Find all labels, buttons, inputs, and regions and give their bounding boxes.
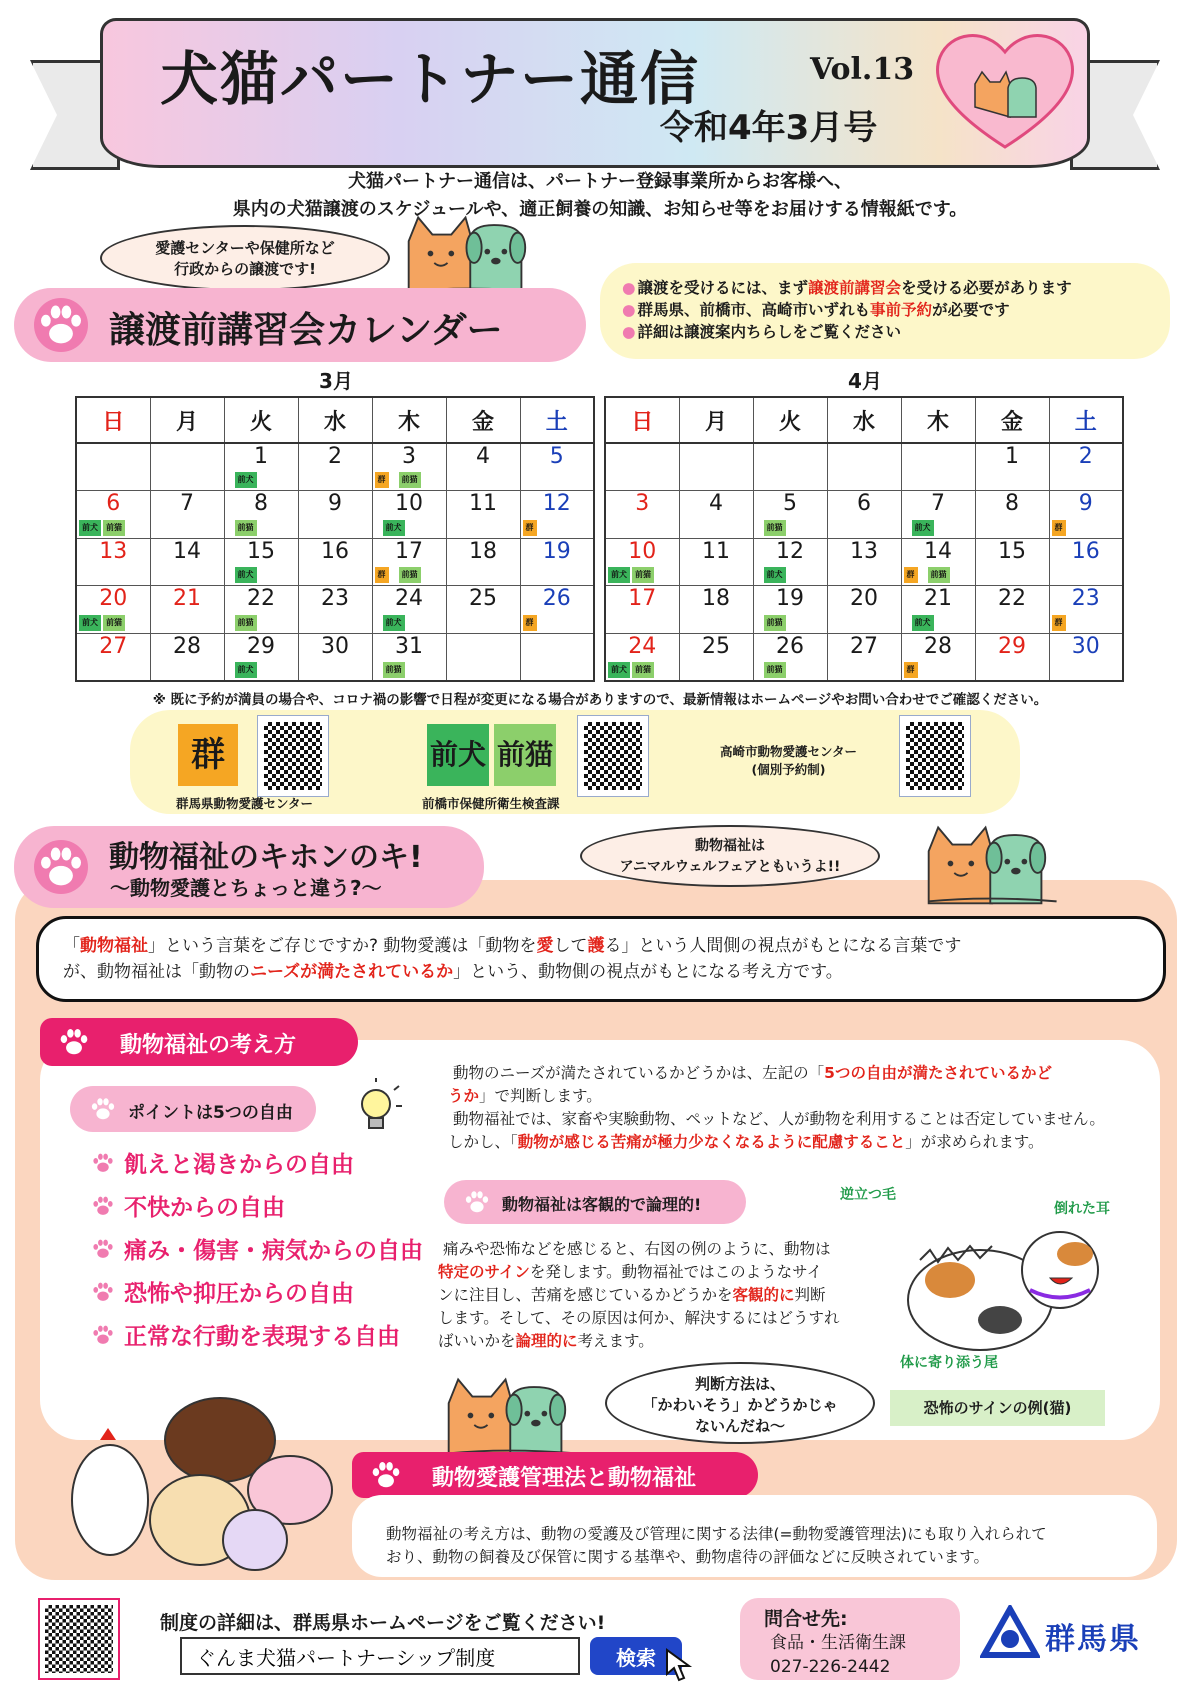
day-number: 21	[173, 586, 201, 611]
weekday-header: 水	[827, 397, 901, 443]
day-number: 29	[998, 633, 1026, 659]
calendar-day	[224, 538, 298, 586]
calendar-day	[298, 491, 372, 539]
calendar-day	[1049, 491, 1123, 539]
bubble-line: 「かわいそう」かどうかじゃ	[642, 1396, 838, 1414]
calendar-day	[901, 491, 975, 539]
calendar-day	[679, 538, 753, 586]
farm-animals-icon	[70, 1380, 340, 1580]
day-number: 20	[850, 586, 878, 611]
day-number: 29	[247, 633, 275, 659]
maebashi-cat-tag: 前猫	[764, 615, 786, 631]
calendar-day	[76, 491, 150, 539]
paw-icon	[56, 1024, 92, 1060]
day-number: 7	[931, 491, 945, 516]
calendar-day	[827, 586, 901, 634]
calendar-day	[975, 443, 1049, 491]
calendar-day	[150, 586, 224, 634]
gunma-session-tag: 群	[375, 567, 389, 583]
five-freedoms-label: ポイントは5つの自由	[128, 1103, 293, 1123]
day-number: 4	[476, 444, 490, 469]
calendar-day	[679, 633, 753, 681]
calendar-day	[298, 538, 372, 586]
maebashi-dog-tag: 前犬	[383, 520, 405, 536]
speech-bubble-welfare	[580, 825, 880, 887]
bubble-line: 行政からの譲渡です!	[174, 260, 316, 278]
day-number: 28	[173, 633, 201, 659]
day-number: 9	[1078, 491, 1093, 516]
weekday-header: 水	[298, 397, 372, 443]
calendar-day	[1049, 538, 1123, 586]
maebashi-cat-tag: 前猫	[383, 662, 405, 678]
calendar-day	[76, 443, 150, 491]
maebashi-dog-tag: 前犬	[608, 567, 630, 583]
bubble-line: ないんだね〜	[694, 1417, 785, 1435]
day-number: 7	[180, 491, 194, 516]
paw-icon	[90, 1322, 116, 1348]
weekday-header: 日	[605, 397, 679, 443]
day-number: 20	[99, 586, 128, 611]
contact-box	[740, 1598, 960, 1680]
gunma-session-tag: 群	[523, 615, 537, 631]
calendar-day	[753, 443, 827, 491]
calendar-day	[446, 633, 520, 681]
maebashi-cat-tag: 前猫	[928, 567, 950, 583]
calendar-day	[76, 586, 150, 634]
calendar-day	[520, 633, 594, 681]
maebashi-cat-tag: 前猫	[632, 567, 654, 583]
gunma-emblem-icon	[980, 1605, 1040, 1665]
calendar-day	[901, 633, 975, 681]
day-number: 16	[1071, 538, 1100, 564]
prefecture-name: 群馬県	[1045, 1622, 1141, 1657]
law-header-label: 動物愛護管理法と動物福祉	[432, 1466, 697, 1491]
day-number: 12	[542, 491, 571, 516]
day-number: 27	[99, 633, 128, 659]
day-number: 10	[395, 491, 423, 516]
day-number: 6	[106, 491, 121, 516]
fear-sign-label: 恐怖のサインの例(猫)	[890, 1390, 1105, 1426]
maebashi-dog-badge: 前犬	[427, 724, 489, 786]
day-number: 2	[328, 444, 342, 469]
day-number: 6	[857, 491, 871, 516]
calendar-day	[679, 586, 753, 634]
day-number: 25	[469, 586, 497, 611]
bubble-line: アニマルウェルフェアともいうよ!!	[619, 859, 841, 875]
calendar-day	[520, 586, 594, 634]
contact-department: 食品・生活衛生課	[770, 1633, 906, 1653]
maebashi-cat-tag: 前猫	[103, 615, 125, 631]
day-number: 19	[542, 538, 571, 564]
day-number: 23	[321, 586, 349, 611]
calendar-day	[975, 538, 1049, 586]
qr-code-takasaki[interactable]	[900, 716, 970, 796]
maebashi-cat-tag: 前猫	[399, 472, 421, 488]
gunma-session-tag: 群	[904, 662, 918, 678]
notice-item: ● 詳細は譲渡案内ちらしをご覧ください	[622, 321, 1170, 343]
search-input[interactable]	[180, 1637, 580, 1675]
header-banner	[30, 12, 1160, 182]
calendar-day	[827, 633, 901, 681]
freedom-item: 飢えと渇きからの自由	[90, 1146, 354, 1179]
day-number: 30	[321, 633, 349, 659]
maebashi-dog-tag: 前犬	[79, 615, 101, 631]
maebashi-dog-tag: 前犬	[235, 472, 257, 488]
freedom-item: 恐怖や抑圧からの自由	[90, 1275, 354, 1308]
weekday-header: 日	[76, 397, 150, 443]
day-number: 5	[549, 444, 564, 469]
law-line: おり、動物の飼養及び保管に関する基準や、動物虐待の評価などに反映されています。	[386, 1548, 989, 1566]
freedom-item: 痛み・傷害・病気からの自由	[90, 1232, 423, 1265]
newsletter-title: 犬猫パートナー通信	[160, 45, 701, 113]
annotation-fur: 逆立つ毛	[840, 1187, 896, 1203]
calendar-day	[605, 633, 679, 681]
day-number: 30	[1071, 633, 1100, 659]
footer-qr-code[interactable]	[40, 1600, 118, 1678]
maebashi-cat-badge: 前猫	[494, 724, 556, 786]
paw-icon	[90, 1236, 116, 1262]
calendar-day	[901, 443, 975, 491]
calendar-day	[679, 491, 753, 539]
calendar-day	[298, 443, 372, 491]
maebashi-cat-tag: 前猫	[399, 567, 421, 583]
day-number: 3	[635, 491, 650, 516]
calendar-day	[679, 443, 753, 491]
qr-code-maebashi[interactable]	[578, 716, 648, 796]
maebashi-dog-tag: 前犬	[235, 567, 257, 583]
gunma-session-tag: 群	[523, 520, 537, 536]
bubble-line: 動物福祉は	[695, 838, 765, 854]
search-button[interactable]: 検索	[590, 1637, 682, 1675]
calendar-day	[76, 633, 150, 681]
calendar-day	[753, 538, 827, 586]
signs-paragraph: 痛みや恐怖などを感じると、右図の例のように、動物は 特定のサインを発します。動物福祉ではこのようなサイ ンに注目し、苦痛を感じているかどうかを客観的に判断 します。そして、その原因は何か、解決するにはどうすれ ばいいかを論理的に考えます。	[438, 1240, 840, 1350]
calendar-day	[827, 491, 901, 539]
day-number: 12	[776, 538, 804, 564]
day-number: 13	[850, 538, 878, 564]
calendar-day	[298, 633, 372, 681]
day-number: 18	[469, 538, 497, 564]
calendar-day	[372, 491, 446, 539]
calendar-day	[520, 443, 594, 491]
paw-icon	[34, 298, 88, 352]
calendar-day	[975, 633, 1049, 681]
day-number: 24	[628, 633, 657, 659]
day-number: 9	[328, 491, 342, 516]
paw-icon	[34, 840, 88, 894]
day-number: 15	[998, 538, 1026, 564]
notice-item: ● 群馬県、前橋市、高崎市いずれも事前予約が必要です	[622, 299, 1170, 321]
speech-bubble-admin	[100, 225, 390, 291]
day-number: 11	[702, 538, 730, 564]
weekday-header: 土	[1049, 397, 1123, 443]
welfare-subtitle: 〜動物愛護とちょっと違う?〜	[110, 876, 382, 900]
calendar-day	[150, 633, 224, 681]
day-number: 26	[542, 586, 571, 611]
maebashi-cat-tag: 前猫	[632, 662, 654, 678]
day-number: 17	[395, 538, 423, 564]
calendar-day	[901, 538, 975, 586]
calendar-day	[224, 633, 298, 681]
welfare-title: 動物福祉のキホンのキ!	[109, 840, 423, 875]
day-number: 24	[395, 586, 423, 611]
maebashi-cat-tag: 前猫	[764, 662, 786, 678]
speech-bubble-judgement	[605, 1362, 875, 1444]
paw-icon	[88, 1094, 118, 1124]
day-number: 31	[395, 633, 423, 659]
calendar-day	[150, 443, 224, 491]
freedom-item: 不快からの自由	[90, 1189, 285, 1222]
calendar-day	[753, 491, 827, 539]
welfare-section-header	[14, 826, 484, 908]
calendar-day	[224, 491, 298, 539]
day-number: 22	[998, 586, 1026, 611]
qr-caption-maebashi: 前橋市保健所衛生検査課	[422, 796, 560, 811]
weekday-header: 木	[372, 397, 446, 443]
qr-caption-gunma: 群馬県動物愛護センター	[176, 796, 314, 811]
calendar-day	[446, 586, 520, 634]
day-number: 14	[173, 538, 201, 564]
day-number: 5	[783, 491, 797, 516]
calendar-day	[1049, 633, 1123, 681]
weekday-header: 月	[150, 397, 224, 443]
maebashi-cat-tag: 前猫	[235, 520, 257, 536]
calendar-day	[605, 538, 679, 586]
gunma-session-tag: 群	[904, 567, 918, 583]
calendar-section-title: 譲渡前講習会カレンダー	[109, 310, 503, 351]
intro-text	[120, 168, 1080, 224]
gunma-session-tag: 群	[375, 472, 389, 488]
paw-icon	[462, 1187, 492, 1217]
gunma-badge: 群	[178, 724, 238, 786]
maebashi-dog-tag: 前犬	[235, 662, 257, 678]
calendar-section-header	[14, 288, 586, 362]
calendar-day	[150, 491, 224, 539]
day-number: 22	[247, 586, 275, 611]
objective-pill	[444, 1180, 746, 1224]
law-line: 動物福祉の考え方は、動物の愛護及び管理に関する法律(=動物愛護管理法)にも取り入れられて	[386, 1525, 1047, 1543]
day-number: 4	[709, 491, 723, 516]
calendar-day	[76, 538, 150, 586]
cat-dog-mascot-icon	[440, 1370, 590, 1460]
calendar-march	[75, 396, 595, 682]
concept-header	[40, 1018, 358, 1066]
calendar-day	[827, 443, 901, 491]
day-number: 8	[254, 491, 268, 516]
weekday-header: 金	[975, 397, 1049, 443]
takasaki-name: 高崎市動物愛護センター	[720, 744, 858, 759]
gunma-session-tag: 群	[1052, 520, 1066, 536]
issue-date: 令和4年3月号	[660, 108, 878, 148]
day-number: 11	[469, 491, 497, 516]
march-title: 3月	[319, 369, 353, 393]
contact-title: 問合せ先:	[764, 1608, 848, 1630]
day-number: 23	[1071, 586, 1100, 611]
day-number: 14	[924, 538, 952, 564]
bubble-line: 愛護センターや保健所など	[155, 239, 335, 257]
annotation-ears: 倒れた耳	[1054, 1201, 1110, 1217]
calendar-day	[753, 586, 827, 634]
paw-icon	[90, 1150, 116, 1176]
notice-item: ● 譲渡を受けるには、まず譲渡前講習会を受ける必要があります	[622, 277, 1170, 299]
calendar-day	[605, 443, 679, 491]
calendar-day	[224, 586, 298, 634]
footer-homepage-text: 制度の詳細は、群馬県ホームページをご覧ください!	[160, 1612, 606, 1634]
five-freedoms-pill	[70, 1086, 316, 1132]
calendar-day	[901, 586, 975, 634]
maebashi-cat-tag: 前猫	[235, 615, 257, 631]
reservation-notice	[600, 263, 1170, 359]
paw-icon	[368, 1457, 404, 1493]
welfare-intro-box: 「動物福祉」という言葉をご存じですか? 動物愛護は「動物を愛して護る」という人間側の視点がもとになる言葉です が、動物福祉は「動物のニーズが満たされているか」という、動物側の視点がもとになる考え方です。	[36, 916, 1166, 1002]
calendar-day	[520, 538, 594, 586]
calendar-april	[604, 396, 1124, 682]
day-number: 17	[628, 586, 657, 611]
bubble-line: 判断方法は、	[694, 1375, 785, 1393]
maebashi-dog-tag: 前犬	[383, 615, 405, 631]
calendar-day	[446, 538, 520, 586]
maebashi-dog-tag: 前犬	[764, 567, 786, 583]
qr-code-gunma[interactable]	[258, 716, 328, 796]
day-number: 25	[702, 633, 730, 659]
day-number: 13	[99, 538, 128, 564]
calendar-day	[520, 491, 594, 539]
weekday-header: 金	[446, 397, 520, 443]
intro-line-2: 県内の犬猫譲渡のスケジュールや、適正飼養の知識、お知らせ等をお届けする情報紙です。	[232, 199, 968, 220]
day-number: 21	[924, 586, 952, 611]
day-number: 1	[1005, 444, 1019, 469]
calendar-day	[605, 491, 679, 539]
day-number: 16	[321, 538, 349, 564]
heart-mascot-icon	[930, 22, 1080, 152]
objective-label: 動物福祉は客観的で論理的!	[502, 1195, 702, 1214]
gunma-session-tag: 群	[1052, 615, 1066, 631]
day-number: 27	[850, 633, 878, 659]
weekday-header: 土	[520, 397, 594, 443]
maebashi-dog-tag: 前犬	[912, 520, 934, 536]
calendar-day	[150, 538, 224, 586]
calendar-day	[753, 633, 827, 681]
calendar-day	[1049, 586, 1123, 634]
day-number: 10	[628, 538, 657, 564]
calendar-day	[1049, 443, 1123, 491]
contact-phone[interactable]: 027-226-2442	[770, 1657, 891, 1677]
frightened-cat-icon	[900, 1210, 1110, 1360]
freedom-item: 正常な行動を表現する自由	[90, 1318, 400, 1351]
qr-code-strip	[130, 710, 1020, 814]
calendar-day	[975, 491, 1049, 539]
day-number: 18	[702, 586, 730, 611]
calendar-day	[372, 538, 446, 586]
paw-icon	[90, 1193, 116, 1219]
weekday-header: 月	[679, 397, 753, 443]
day-number: 19	[776, 586, 804, 611]
cursor-icon	[665, 1648, 695, 1682]
calendar-note: ※ 既に予約が満員の場合や、コロナ禍の影響で日程が変更になる場合がありますので、最新情報はホームページやお問い合わせでご確認ください。	[152, 692, 1048, 708]
weekday-header: 火	[224, 397, 298, 443]
maebashi-cat-tag: 前猫	[103, 520, 125, 536]
maebashi-dog-tag: 前犬	[608, 662, 630, 678]
annotation-tail: 体に寄り添う尾	[900, 1355, 998, 1371]
paw-icon	[90, 1279, 116, 1305]
day-number: 8	[1005, 491, 1019, 516]
lightbulb-icon	[352, 1078, 404, 1140]
calendar-day	[605, 586, 679, 634]
weekday-header: 木	[901, 397, 975, 443]
maebashi-dog-tag: 前犬	[79, 520, 101, 536]
calendar-day	[224, 443, 298, 491]
qr-caption-takasaki	[720, 742, 857, 778]
needs-paragraph: 動物のニーズが満たされているかどうかは、左記の「5つの自由が満たされているかど うか」で判断します。 動物福祉では、家畜や実験動物、ペットなど、人が動物を利用することは否定していません。 しかし、「動物が感じる苦痛が極力少なくなるように配慮すること」が求められます。	[448, 1064, 1105, 1151]
calendar-day	[298, 586, 372, 634]
cat-dog-mascot-icon	[920, 818, 1070, 908]
day-number: 1	[254, 444, 268, 469]
law-paragraph	[352, 1495, 1157, 1577]
calendar-day	[827, 538, 901, 586]
maebashi-dog-tag: 前犬	[912, 615, 934, 631]
concept-header-label: 動物福祉の考え方	[120, 1033, 297, 1058]
intro-line-1: 犬猫パートナー通信は、パートナー登録事業所からお客様へ、	[348, 171, 852, 192]
calendar-day	[372, 633, 446, 681]
calendar-day	[372, 443, 446, 491]
law-header	[352, 1452, 758, 1498]
calendar-day	[446, 443, 520, 491]
calendar-day	[975, 586, 1049, 634]
day-number: 2	[1078, 444, 1093, 469]
weekday-header: 火	[753, 397, 827, 443]
maebashi-cat-tag: 前猫	[764, 520, 786, 536]
takasaki-note: (個別予約制)	[751, 762, 826, 777]
calendar-day	[446, 491, 520, 539]
volume-number: Vol.13	[810, 52, 915, 87]
day-number: 3	[402, 444, 416, 469]
calendar-day	[372, 586, 446, 634]
cat-dog-mascot-icon	[400, 208, 550, 298]
april-title: 4月	[848, 369, 882, 393]
day-number: 28	[924, 633, 952, 659]
day-number: 26	[776, 633, 804, 659]
day-number: 15	[247, 538, 275, 564]
